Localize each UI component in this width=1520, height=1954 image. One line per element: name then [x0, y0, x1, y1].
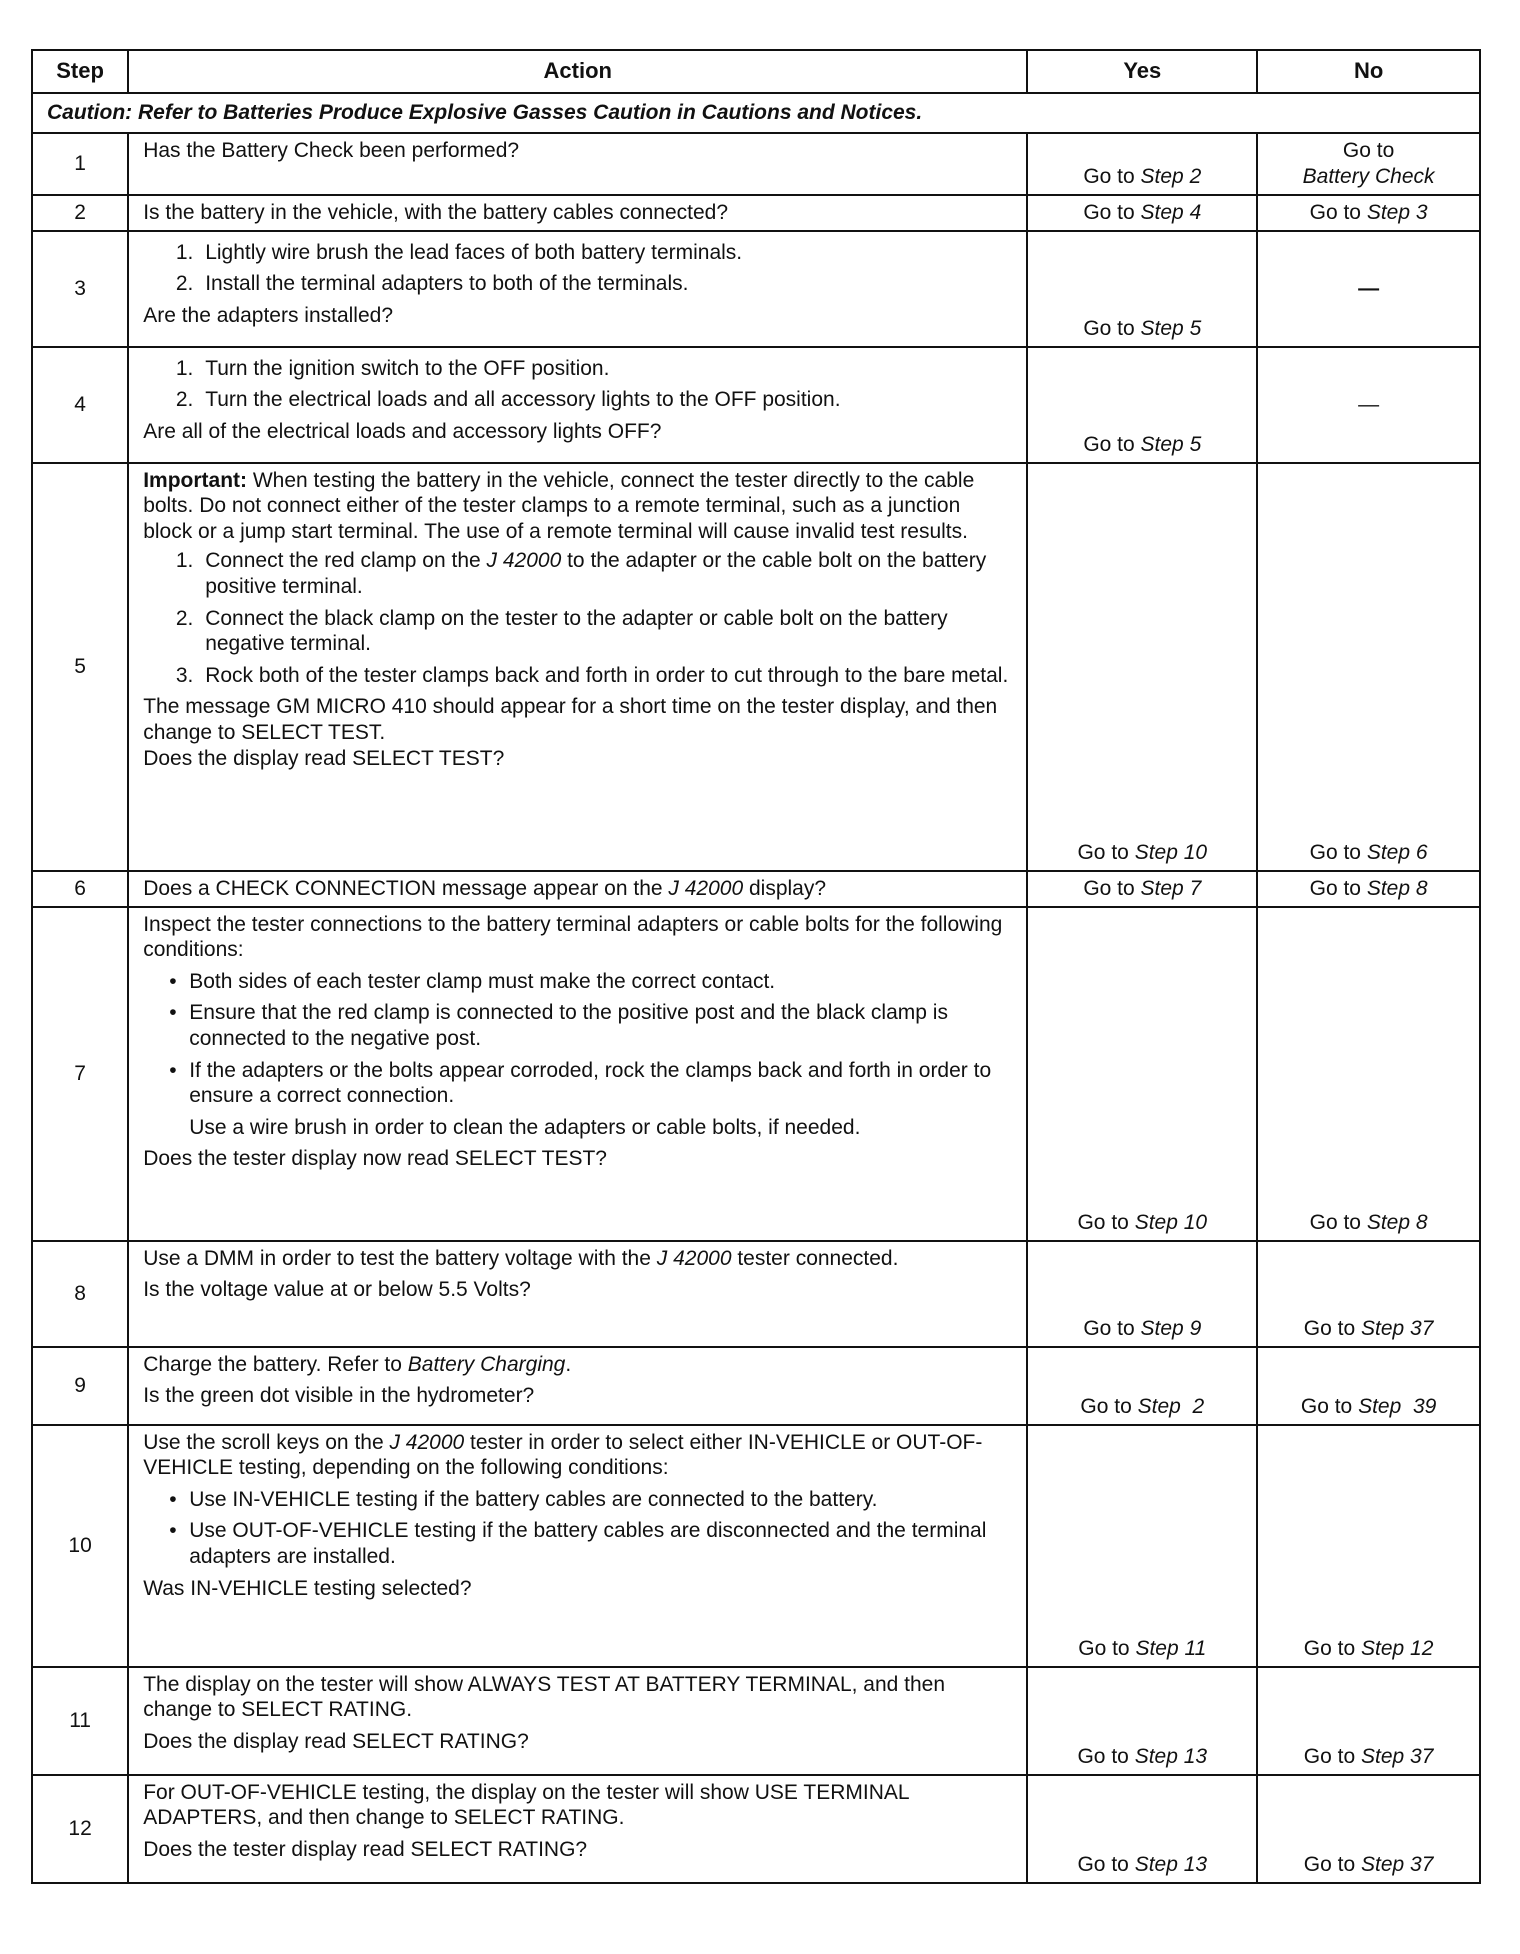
- action-cell: [128, 1241, 1027, 1347]
- table-header-row: [32, 50, 1480, 93]
- step-number: 8: [32, 1241, 128, 1347]
- step-number: 3: [32, 231, 128, 347]
- yes-cell: [1027, 1241, 1257, 1347]
- action-question: Does the display read SELECT TEST?: [143, 746, 505, 770]
- step-number: 11: [32, 1667, 128, 1775]
- action-text: [143, 1430, 1012, 1481]
- go-to-label: Go to: [1309, 201, 1361, 224]
- no-link[interactable]: Step 8: [1366, 1211, 1428, 1234]
- caution-text: Caution: Refer to Batteries Produce Explosive Gasses Caution in Cautions and Notices.: [32, 93, 1480, 133]
- step-number: 2: [32, 195, 128, 231]
- list-item: [199, 548, 1012, 599]
- action-question: Is the voltage value at or below 5.5 Volts?: [143, 1278, 531, 1302]
- action-question: Does the tester display now read SELECT TEST?: [143, 1147, 607, 1171]
- action-cell: [128, 231, 1027, 347]
- action-intro: Inspect the tester connections to the battery terminal adapters or cable bolts for the following conditions:: [143, 912, 1003, 962]
- table-row: [32, 231, 1480, 347]
- yes-cell: [1027, 195, 1257, 231]
- yes-link[interactable]: Step 10: [1134, 841, 1208, 864]
- no-link[interactable]: Step 12: [1361, 1637, 1434, 1660]
- list-item: 3. Rock both of the tester clamps back and forth in order to cut through to the bare metal.: [199, 663, 1012, 689]
- question-text: display?: [743, 876, 827, 900]
- go-to-label: Go to: [1303, 1317, 1356, 1340]
- list-item: • Use OUT-OF-VEHICLE testing if the battery cables are disconnected and the terminal adapters are installed.: [189, 1518, 1012, 1569]
- no-cell: [1257, 1347, 1480, 1425]
- tool-reference: J 42000: [389, 1430, 465, 1454]
- no-cell: [1257, 347, 1480, 463]
- action-cell: [128, 133, 1027, 195]
- no-cell: [1257, 1667, 1480, 1775]
- action-question: Was IN-VEHICLE testing selected?: [143, 1576, 472, 1600]
- list-text: Connect the red clamp on the: [205, 549, 487, 573]
- yes-link[interactable]: Step 11: [1135, 1637, 1207, 1660]
- table-row: [32, 907, 1480, 1241]
- go-to-label: Go to: [1077, 841, 1129, 864]
- yes-link[interactable]: Step 4: [1140, 201, 1202, 224]
- action-cell: [128, 1425, 1027, 1667]
- header-step: Step: [32, 50, 128, 93]
- no-link[interactable]: Step 39: [1358, 1395, 1437, 1418]
- no-link[interactable]: Step 6: [1366, 841, 1428, 864]
- go-to-label: Go to: [1303, 1637, 1356, 1660]
- table-row: [32, 133, 1480, 195]
- yes-cell: [1027, 1425, 1257, 1667]
- no-cell: [1257, 871, 1480, 907]
- no-cell: [1257, 1425, 1480, 1667]
- tool-reference: J 42000: [668, 876, 744, 900]
- step-number: 1: [32, 133, 128, 195]
- not-applicable-dash: —: [1358, 392, 1380, 416]
- yes-link[interactable]: Step 13: [1134, 1853, 1208, 1876]
- question-text: Does a CHECK CONNECTION message appear on the: [143, 876, 669, 900]
- go-to-label: Go to: [1083, 201, 1135, 224]
- procedure-list: [143, 356, 1012, 413]
- condition-list: [143, 1487, 1012, 1570]
- no-link[interactable]: Step 37: [1361, 1745, 1434, 1768]
- yes-link[interactable]: Step 9: [1140, 1317, 1202, 1340]
- no-link[interactable]: Step 8: [1366, 877, 1428, 900]
- document-reference[interactable]: Battery Charging: [407, 1352, 566, 1376]
- header-no: No: [1257, 50, 1480, 93]
- yes-link[interactable]: Step 13: [1134, 1745, 1208, 1768]
- list-item: 2. Connect the black clamp on the tester to the adapter or cable bolt on the battery negative terminal.: [199, 606, 1012, 657]
- no-cell: [1257, 195, 1480, 231]
- action-question: Are all of the electrical loads and accessory lights OFF?: [143, 419, 662, 443]
- yes-link[interactable]: Step 10: [1134, 1211, 1208, 1234]
- step-number: 5: [32, 463, 128, 871]
- action-text-part: tester connected.: [731, 1246, 899, 1270]
- list-item: • Both sides of each tester clamp must make the correct contact.: [189, 969, 1012, 995]
- action-cell: [128, 907, 1027, 1241]
- tool-reference: J 42000: [656, 1246, 732, 1270]
- no-cell: [1257, 133, 1480, 195]
- caution-row: [32, 93, 1480, 133]
- list-item: • If the adapters or the bolts appear corroded, rock the clamps back and forth in order to ensure a correct connection.: [189, 1058, 1012, 1109]
- step-number: 4: [32, 347, 128, 463]
- yes-link[interactable]: Step 2: [1137, 1395, 1205, 1418]
- go-to-label: Go to: [1077, 1853, 1129, 1876]
- table-row: [32, 1775, 1480, 1883]
- list-item: • Use IN-VEHICLE testing if the battery cables are connected to the battery.: [189, 1487, 1012, 1513]
- no-cell: [1257, 231, 1480, 347]
- go-to-label: Go to: [1083, 433, 1135, 456]
- step-number: 12: [32, 1775, 128, 1883]
- list-text: to the adapter or the cable bolt on the battery positive terminal.: [205, 549, 987, 599]
- action-cell: [128, 871, 1027, 907]
- table-row: [32, 463, 1480, 871]
- action-cell: [128, 1775, 1027, 1883]
- go-to-label: Go to: [1080, 1395, 1132, 1418]
- yes-cell: [1027, 871, 1257, 907]
- action-question: Does the tester display read SELECT RATING?: [143, 1837, 588, 1861]
- table-row: [32, 1347, 1480, 1425]
- action-cell: [128, 463, 1027, 871]
- procedure-list: [143, 548, 1012, 688]
- go-to-label: Go to: [1309, 841, 1361, 864]
- condition-list: [143, 969, 1012, 1109]
- list-item: 2. Install the terminal adapters to both of the terminals.: [199, 271, 1012, 297]
- action-cell: [128, 195, 1027, 231]
- expected-message: The message GM MICRO 410 should appear for a short time on the tester display, and then change to SELECT TEST.: [143, 695, 998, 745]
- action-text-part: .: [565, 1352, 572, 1376]
- go-to-label: Go to: [1342, 139, 1395, 163]
- action-text: [143, 1352, 1012, 1378]
- action-question: Is the green dot visible in the hydrometer?: [143, 1384, 535, 1408]
- action-question: Are the adapters installed?: [143, 303, 394, 327]
- action-question: [143, 876, 1012, 902]
- go-to-label: Go to: [1077, 1211, 1129, 1234]
- no-cell: [1257, 463, 1480, 871]
- list-item: 2. Turn the electrical loads and all accessory lights to the OFF position.: [199, 387, 1012, 413]
- step-number: 10: [32, 1425, 128, 1667]
- procedure-list: [143, 240, 1012, 297]
- action-question: Does the display read SELECT RATING?: [143, 1729, 529, 1753]
- action-cell: [128, 347, 1027, 463]
- step-number: 9: [32, 1347, 128, 1425]
- header-yes: Yes: [1027, 50, 1257, 93]
- action-cell: [128, 1347, 1027, 1425]
- action-text-part: Use the scroll keys on the: [143, 1430, 390, 1454]
- important-note: [143, 468, 1012, 545]
- go-to-label: Go to: [1083, 877, 1135, 900]
- no-cell: [1257, 1241, 1480, 1347]
- no-cell: [1257, 1775, 1480, 1883]
- table-row: [32, 871, 1480, 907]
- yes-cell: [1027, 133, 1257, 195]
- no-cell: [1257, 907, 1480, 1241]
- action-text-part: Charge the battery. Refer to: [143, 1352, 408, 1376]
- go-to-label: Go to: [1300, 1395, 1353, 1418]
- list-item: • Ensure that the red clamp is connected to the positive post and the black clamp is connected to the negative post.: [189, 1000, 1012, 1051]
- go-to-label: Go to: [1077, 1745, 1129, 1768]
- yes-link[interactable]: Step 5: [1140, 433, 1202, 456]
- table-row: [32, 195, 1480, 231]
- yes-cell: [1027, 1347, 1257, 1425]
- table-row: [32, 1667, 1480, 1775]
- action-text-part: Use a DMM in order to test the battery voltage with the: [143, 1246, 657, 1270]
- step-number: 6: [32, 871, 128, 907]
- action-question: Has the Battery Check been performed?: [143, 138, 520, 162]
- important-label: Important:: [143, 468, 248, 492]
- yes-cell: [1027, 907, 1257, 1241]
- table-row: [32, 1425, 1480, 1667]
- go-to-label: Go to: [1083, 1317, 1135, 1340]
- sub-note: Use a wire brush in order to clean the adapters or cable bolts, if needed.: [189, 1115, 861, 1139]
- no-link[interactable]: Step 37: [1361, 1853, 1434, 1876]
- go-to-label: Go to: [1303, 1853, 1356, 1876]
- table-row: [32, 1241, 1480, 1347]
- no-link[interactable]: Battery Check: [1302, 165, 1435, 188]
- action-text-part: tester in order to select either IN-VEHICLE or OUT-OF-VEHICLE testing, depending on the following conditions:: [143, 1430, 983, 1480]
- go-to-label: Go to: [1303, 1745, 1356, 1768]
- go-to-label: Go to: [1309, 877, 1361, 900]
- go-to-label: Go to: [1309, 1211, 1361, 1234]
- yes-cell: [1027, 347, 1257, 463]
- list-item: 1. Lightly wire brush the lead faces of both battery terminals.: [199, 240, 1012, 266]
- action-text: For OUT-OF-VEHICLE testing, the display on the tester will show USE TERMINAL ADAPTERS, and then change to SELECT RATING.: [143, 1780, 909, 1830]
- action-cell: [128, 1667, 1027, 1775]
- no-link[interactable]: Step 3: [1366, 201, 1428, 224]
- yes-cell: [1027, 1775, 1257, 1883]
- action-text: [143, 1246, 1012, 1272]
- yes-link[interactable]: Step 5: [1140, 317, 1202, 340]
- diagnostic-table: [31, 49, 1481, 1884]
- go-to-label: Go to: [1078, 1637, 1130, 1660]
- action-question: Is the battery in the vehicle, with the battery cables connected?: [143, 200, 729, 224]
- go-to-label: Go to: [1083, 317, 1135, 340]
- action-text: The display on the tester will show ALWAYS TEST AT BATTERY TERMINAL, and then change to SELECT RATING.: [143, 1672, 946, 1722]
- go-to-label: Go to: [1083, 165, 1135, 188]
- yes-cell: [1027, 463, 1257, 871]
- no-link[interactable]: Step 37: [1361, 1317, 1434, 1340]
- table-row: [32, 347, 1480, 463]
- tool-reference: J 42000: [486, 549, 562, 573]
- yes-link[interactable]: Step 2: [1140, 165, 1202, 188]
- yes-cell: [1027, 1667, 1257, 1775]
- yes-cell: [1027, 231, 1257, 347]
- important-text: When testing the battery in the vehicle, connect the tester directly to the cable bolts. Do not connect either of the tester clamps to a remote terminal, such as a junction block or a jump start terminal. The use of a remote terminal will cause invalid test results.: [143, 468, 975, 543]
- step-number: 7: [32, 907, 128, 1241]
- header-action: Action: [128, 50, 1027, 93]
- not-applicable-dash: —: [1358, 276, 1380, 300]
- yes-link[interactable]: Step 7: [1140, 877, 1202, 900]
- list-item: 1. Turn the ignition switch to the OFF position.: [199, 356, 1012, 382]
